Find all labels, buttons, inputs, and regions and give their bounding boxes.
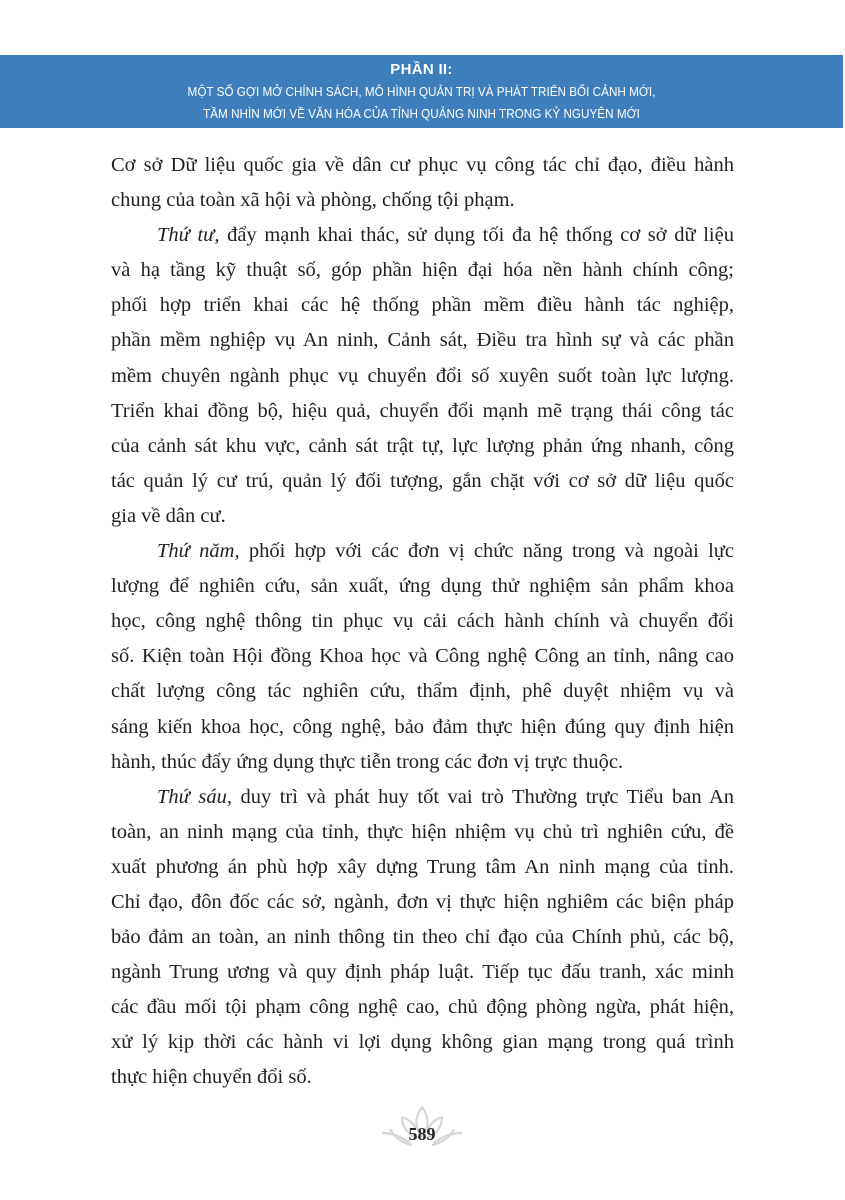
text-line bbox=[111, 499, 734, 534]
line-text: học, công nghệ thông tin phục vụ cải cách hành chính và chuyển đổi bbox=[111, 610, 734, 633]
line-text: xuất phương án phù hợp xây dựng Trung tâm An ninh mạng của tỉnh. bbox=[111, 855, 734, 878]
line-text: chung của toàn xã hội và phòng, chống tội phạm. bbox=[111, 189, 515, 212]
section-subtitle-line-2: TẦM NHÌN MỚI VỀ VĂN HÓA CỦA TỈNH QUẢNG NINH TRONG KỶ NGUYÊN MỚI bbox=[203, 107, 640, 121]
text-line bbox=[111, 1060, 734, 1095]
page-number: 589 bbox=[408, 1124, 436, 1144]
line-text: Chỉ đạo, đôn đốc các sở, ngành, đơn vị thực hiện nghiêm các biện pháp bbox=[111, 890, 734, 913]
line-text: chất lượng công tác nghiên cứu, thẩm định, phê duyệt nhiệm vụ và bbox=[111, 680, 734, 703]
text-line bbox=[111, 604, 734, 639]
line-rest: đẩy mạnh khai thác, sử dụng tối đa hệ thống cơ sở dữ liệu bbox=[219, 224, 734, 247]
line-rest: duy trì và phát huy tốt vai trò Thường trực Tiểu ban An bbox=[231, 785, 735, 808]
line-text: Cơ sở Dữ liệu quốc gia về dân cư phục vụ công tác chỉ đạo, điều hành bbox=[111, 154, 734, 176]
paragraph-lead: Thứ tư, bbox=[157, 224, 220, 247]
text-line bbox=[111, 394, 734, 429]
paragraph-start-line bbox=[111, 218, 734, 253]
line-text bbox=[157, 780, 734, 815]
line-text bbox=[157, 534, 734, 569]
line-text: xử lý kịp thời các hành vi lợi dụng không gian mạng trong quá trình bbox=[111, 1031, 734, 1054]
line-text: tác quản lý cư trú, quản lý đối tượng, gắn chặt với cơ sở dữ liệu quốc bbox=[111, 469, 734, 492]
line-text: thực hiện chuyển đổi số. bbox=[111, 1066, 312, 1089]
line-text: và hạ tầng kỹ thuật số, góp phần hiện đại hóa nền hành chính công; bbox=[111, 259, 734, 282]
paragraph-lead: Thứ sáu, bbox=[157, 785, 232, 808]
line-text: toàn, an ninh mạng của tỉnh, thực hiện nhiệm vụ chủ trì nghiên cứu, đề bbox=[111, 820, 734, 843]
line-text: gia về dân cư. bbox=[111, 504, 226, 527]
paragraph-start-line bbox=[111, 534, 734, 569]
line-text: mềm chuyên ngành phục vụ chuyển đổi số xuyên suốt toàn lực lượng. bbox=[111, 364, 734, 387]
body-text bbox=[111, 148, 734, 1096]
text-line bbox=[111, 920, 734, 955]
line-rest: phối hợp với các đơn vị chức năng trong và ngoài lực bbox=[239, 540, 734, 563]
part-title: PHẦN II: bbox=[390, 61, 453, 78]
line-text: lượng để nghiên cứu, sản xuất, ứng dụng thử nghiệm sản phẩm khoa bbox=[111, 575, 734, 598]
text-line bbox=[111, 569, 734, 604]
paragraph-start-line bbox=[111, 780, 734, 815]
line-text: số. Kiện toàn Hội đồng Khoa học và Công nghệ Công an tỉnh, nâng cao bbox=[111, 645, 734, 668]
line-text: sáng kiến khoa học, công nghệ, bảo đảm thực hiện đúng quy định hiện bbox=[111, 715, 734, 738]
section-header-band bbox=[0, 55, 843, 128]
text-line bbox=[111, 1025, 734, 1060]
line-text bbox=[157, 218, 734, 253]
line-text: các đầu mối tội phạm công nghệ cao, chủ động phòng ngừa, phát hiện, bbox=[111, 996, 734, 1019]
line-text: phần mềm nghiệp vụ An ninh, Cảnh sát, Điều tra hình sự và các phần bbox=[111, 329, 734, 352]
line-text: của cảnh sát khu vực, cảnh sát trật tự, lực lượng phản ứng nhanh, công bbox=[111, 434, 734, 457]
line-text: hành, thúc đẩy ứng dụng thực tiễn trong các đơn vị trực thuộc. bbox=[111, 750, 624, 773]
line-text: bảo đảm an toàn, an ninh thông tin theo chỉ đạo của Chính phủ, các bộ, bbox=[111, 926, 734, 949]
paragraph-lead: Thứ năm, bbox=[157, 540, 240, 563]
page-footer bbox=[372, 1103, 472, 1153]
text-line bbox=[111, 148, 734, 183]
line-text: Triển khai đồng bộ, hiệu quả, chuyển đổi mạnh mẽ trạng thái công tác bbox=[111, 399, 734, 422]
line-text: phối hợp triển khai các hệ thống phần mềm điều hành tác nghiệp, bbox=[111, 294, 734, 317]
text-line bbox=[111, 850, 734, 885]
text-line bbox=[111, 429, 734, 464]
line-text: ngành Trung ương và quy định pháp luật. Tiếp tục đấu tranh, xác minh bbox=[111, 961, 734, 984]
text-line bbox=[111, 183, 734, 218]
text-line bbox=[111, 464, 734, 499]
text-line bbox=[111, 885, 734, 920]
text-line bbox=[111, 955, 734, 990]
text-line bbox=[111, 323, 734, 358]
text-line bbox=[111, 815, 734, 850]
text-line bbox=[111, 990, 734, 1025]
text-line bbox=[111, 710, 734, 745]
text-line bbox=[111, 288, 734, 323]
text-line bbox=[111, 359, 734, 394]
section-subtitle-line-1: MỘT SỐ GỢI MỞ CHÍNH SÁCH, MÔ HÌNH QUẢN TRỊ VÀ PHÁT TRIỂN BỐI CẢNH MỚI, bbox=[187, 85, 656, 99]
text-line bbox=[111, 674, 734, 709]
text-line bbox=[111, 253, 734, 288]
text-line bbox=[111, 639, 734, 674]
text-line bbox=[111, 745, 734, 780]
